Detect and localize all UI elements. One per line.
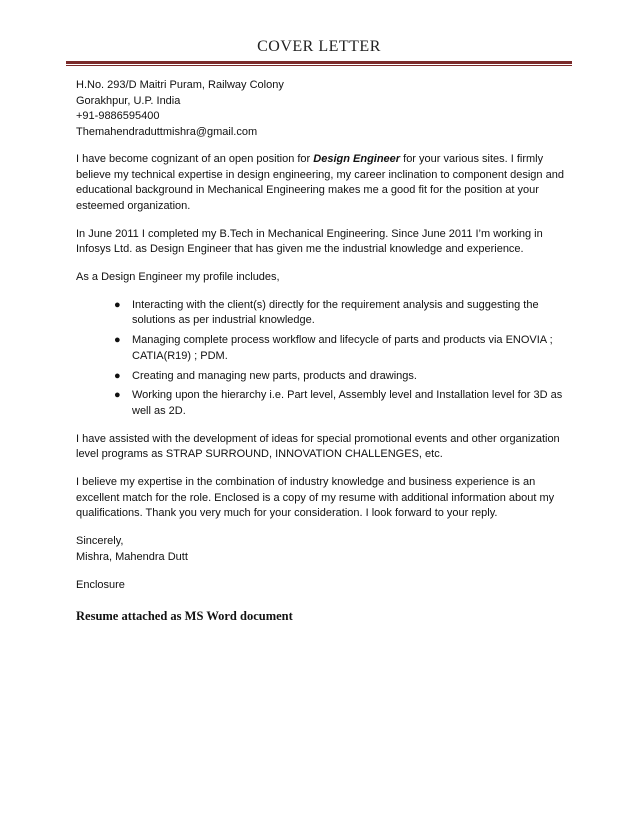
resume-note: Resume attached as MS Word document — [76, 609, 293, 624]
closing-salutation: Sincerely, — [76, 535, 124, 548]
list-item-text: Managing complete process workflow and lifecycle of parts and products via ENOVIA ; CATIA(R19) ; PDM. — [132, 334, 553, 362]
paragraph-closing: I believe my expertise in the combination of industry knowledge and business experience is an excellent match for the role. Enclosed is a copy of my resume with additional information about my qualifications. Thank you very much for your consideration. I look forward to your reply. — [76, 476, 555, 520]
phone-number: +91-9886595400 — [76, 110, 160, 123]
bullet-icon: ● — [114, 369, 121, 382]
list-item-text: Interacting with the client(s) directly for the requirement analysis and suggesting the solutions as per industrial knowledge. — [132, 298, 539, 327]
list-item — [76, 333, 571, 364]
list-item — [76, 369, 571, 385]
signature-name: Mishra, Mahendra Dutt — [76, 550, 188, 563]
paragraph-education: In June 2011 I completed my B.Tech in Mechanical Engineering. Since June 2011 I’m working in Infosys Ltd. as Design Engineer that has given me the industrial knowledge and experience. — [76, 227, 543, 256]
list-item — [76, 298, 571, 329]
bullet-icon: ● — [114, 389, 121, 402]
position-name: Design Engineer — [313, 152, 401, 165]
paragraph-profile-intro: As a Design Engineer my profile includes, — [76, 271, 280, 284]
bullet-icon: ● — [114, 298, 121, 311]
paragraph-intro — [76, 152, 571, 215]
letter-body — [76, 78, 571, 625]
signature-block — [76, 534, 571, 565]
sender-address — [76, 78, 571, 141]
list-item-text: Creating and managing new parts, products and drawings. — [132, 369, 417, 382]
profile-list — [76, 298, 571, 420]
paragraph-events: I have assisted with the development of ideas for special promotional events and other organization level programs as STRAP SURROUND, INNOVATION CHALLENGES, etc. — [76, 432, 560, 461]
email-address: Themahendraduttmishra@gmail.com — [76, 126, 258, 139]
title-rule-thin — [66, 65, 572, 66]
list-item-text: Working upon the hierarchy i.e. Part level, Assembly level and Installation level for 3D as well as 2D. — [132, 389, 563, 417]
address-line-2: Gorakhpur, U.P. India — [76, 94, 181, 107]
bullet-icon: ● — [114, 334, 121, 347]
intro-text-before: I have become cognizant of an open position for — [76, 152, 314, 165]
page-title: COVER LETTER — [257, 38, 381, 55]
address-line-1: H.No. 293/D Maitri Puram, Railway Colony — [76, 79, 284, 91]
enclosure-label: Enclosure — [76, 578, 125, 591]
intro-text-after: for your various sites. I firmly believe my technical expertise in design engineering, my career inclination to component design and educational background in Mechanical Engineering makes me a good fit for the position at your esteemed organization. — [76, 152, 564, 212]
list-item — [76, 388, 571, 419]
title-rule-thick — [66, 61, 572, 64]
